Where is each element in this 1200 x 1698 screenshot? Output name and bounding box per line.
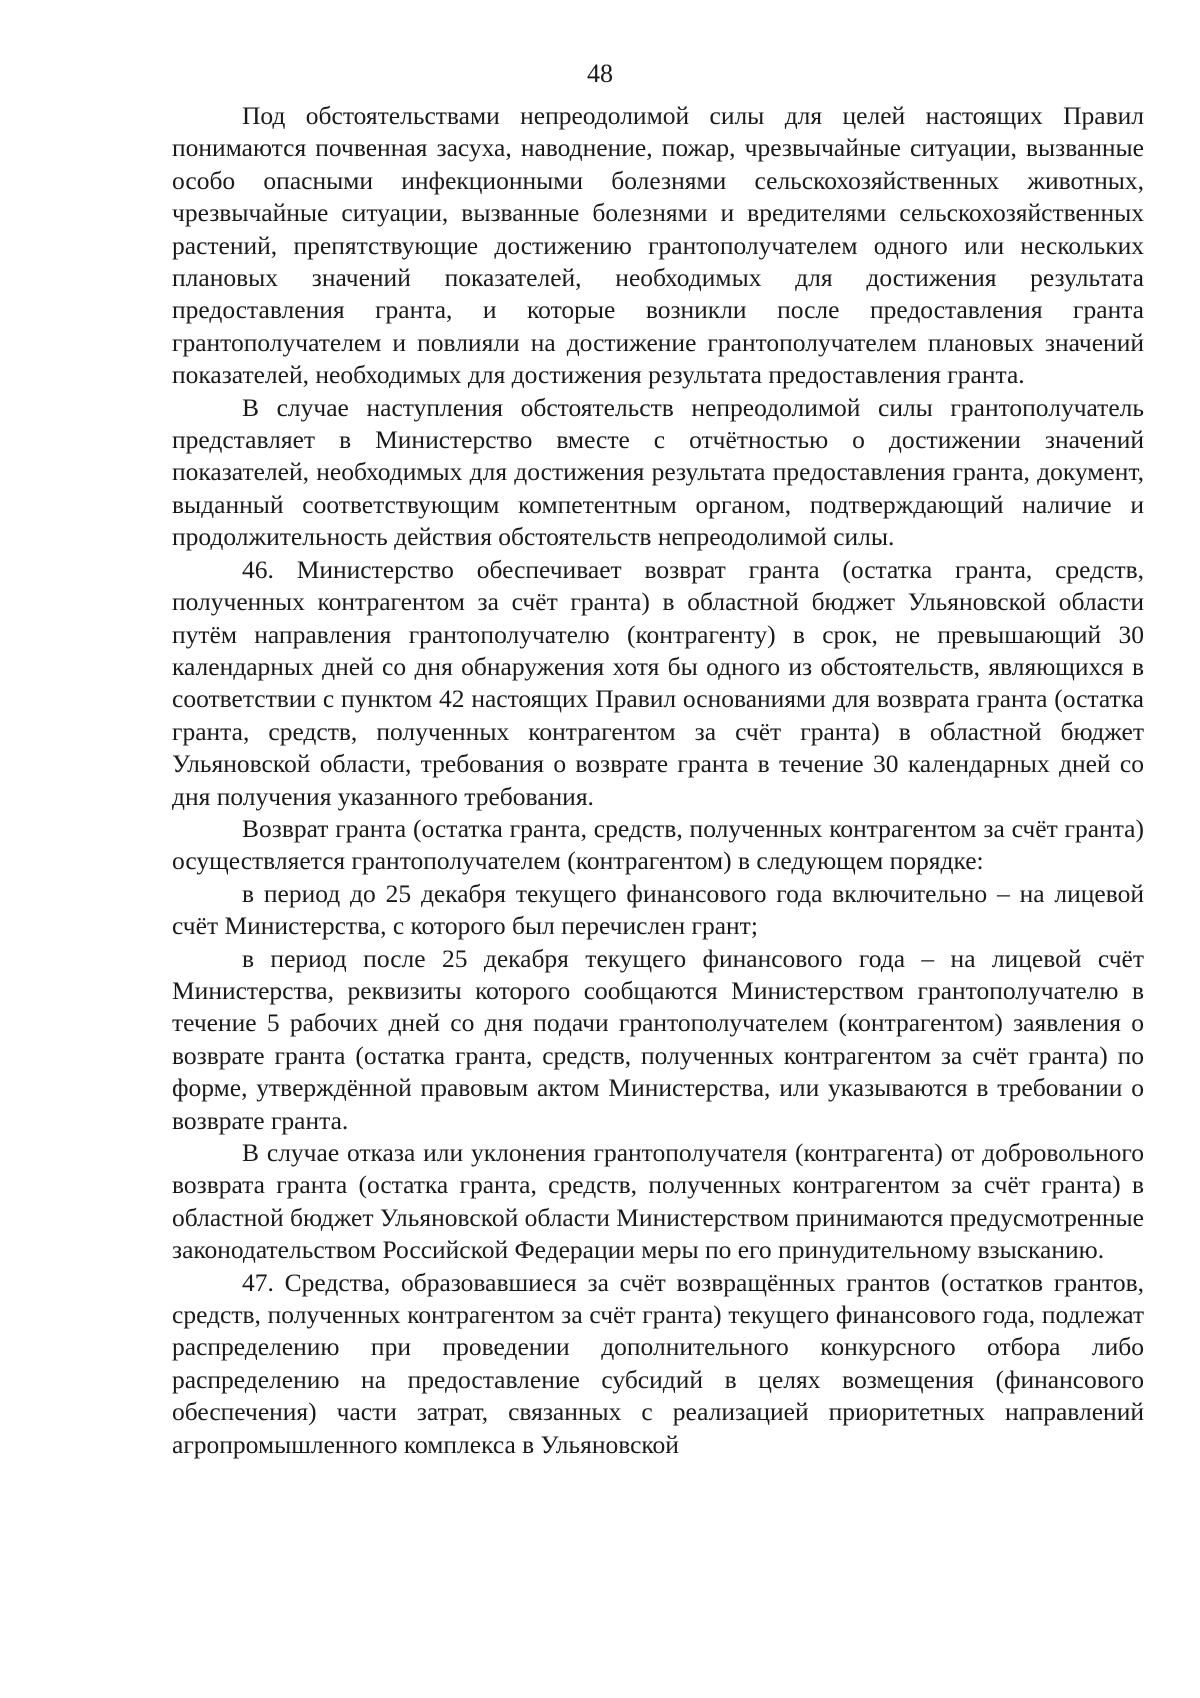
page-number: 48 [587,59,613,88]
paragraph-return-procedure: Возврат гранта (остатка гранта, средств, полученных контрагентом за счёт гранта) осуществляется грантополучателем (контрагентом) в следующем порядке: [172,813,1144,876]
paragraph-item-47: 47. Средства, образовавшиеся за счёт возвращённых грантов (остатков грантов, средств, полученных контрагентом за счёт гранта) текущего финансового года, подлежат распределению при проведении дополнительного конкурсного отбора либо распределению на предоставление субсидий в целях возмещения (финансового обеспечения) части затрат, связанных с реализацией приоритетных направлений агропромышленного комплекса в Ульяновской [172,1267,1144,1459]
paragraph-refusal-enforcement: В случае отказа или уклонения грантополучателя (контрагента) от добровольного возврата гранта (остатка гранта, средств, полученных контрагентом за счёт гранта) в областной бюджет Ульяновской области Министерством принимаются предусмотренные законодательством Российской Федерации меры по его принудительному взысканию. [172,1138,1144,1265]
document-body [172,100,1144,1461]
paragraph-force-majeure-documents: В случае наступления обстоятельств непреодолимой силы грантополучатель представляет в Министерство вместе с отчётностью о достижении значений показателей, необходимых для достижения результата предоставления гранта, документ, выданный соответствующим компетентным органом, подтверждающий наличие и продолжительность действия обстоятельств непреодолимой силы. [172,392,1144,552]
paragraph-return-before-dec-25: в период до 25 декабря текущего финансового года включительно – на лицевой счёт Министерства, с которого был перечислен грант; [172,878,1144,941]
paragraph-force-majeure-definition: Под обстоятельствами непреодолимой силы для целей настоящих Правил понимаются почвенная засуха, наводнение, пожар, чрезвычайные ситуации, вызванные особо опасными инфекционными болезнями сельскохозяйственных животных, чрезвычайные ситуации, вызванные болезнями и вредителями сельскохозяйственных растений, препятствующие достижению грантополучателем одного или нескольких плановых значений показателей, необходимых для достижения результата предоставления гранта, и которые возникли после предоставления гранта грантополучателем и повлияли на достижение грантополучателем плановых значений показателей, необходимых для достижения результата предоставления гранта. [172,101,1144,390]
paragraph-return-after-dec-25: в период после 25 декабря текущего финансового года – на лицевой счёт Министерства, реквизиты которого сообщаются Министерством грантополучателю в течение 5 рабочих дней со дня подачи грантополучателем (контрагентом) заявления о возврате гранта (остатка гранта, средств, полученных контрагентом за счёт гранта) по форме, утверждённой правовым актом Министерства, или указываются в требовании о возврате гранта. [172,943,1144,1135]
paragraph-item-46: 46. Министерство обеспечивает возврат гранта (остатка гранта, средств, полученных контрагентом за счёт гранта) в областной бюджет Ульяновской области путём направления грантополучателю (контрагенту) в срок, не превышающий 30 календарных дней со дня обнаружения хотя бы одного из обстоятельств, являющихся в соответствии с пунктом 42 настоящих Правил основаниями для возврата гранта (остатка гранта, средств, полученных контрагентом за счёт гранта) в областной бюджет Ульяновской области, требования о возврате гранта в течение 30 календарных дней со дня получения указанного требования. [172,554,1144,811]
